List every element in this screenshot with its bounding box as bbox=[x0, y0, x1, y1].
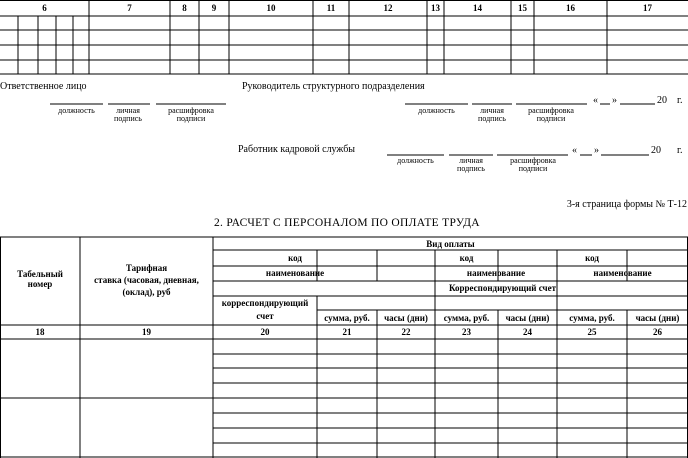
head-title: Руководитель структурного подразделения bbox=[242, 81, 425, 92]
header-name-3: наименование bbox=[593, 268, 652, 278]
responsible-title: Ответственное лицо bbox=[0, 81, 87, 92]
col-number-14: 14 bbox=[473, 3, 482, 13]
col-number-21: 21 bbox=[342, 327, 352, 337]
hr-date-quote-close: » bbox=[594, 145, 599, 156]
col-number-10: 10 bbox=[266, 3, 276, 13]
head-position-caption: должность bbox=[418, 106, 455, 115]
col-number-22: 22 bbox=[401, 327, 411, 337]
col-number-23: 23 bbox=[462, 327, 471, 337]
col-number-11: 11 bbox=[326, 3, 336, 13]
head-date-quote-close: » bbox=[612, 95, 617, 106]
header-name-2: наименование bbox=[466, 268, 526, 278]
col-number-7: 7 bbox=[127, 3, 132, 13]
col-number-25: 25 bbox=[587, 327, 597, 337]
header-sum-2: сумма, руб. bbox=[443, 313, 490, 323]
header-corr-account: Корреспондирующий счет bbox=[448, 283, 557, 293]
header-tariff-line1: Тарифная bbox=[125, 263, 168, 273]
col-number-19: 19 bbox=[142, 327, 151, 337]
hr-decoding-caption: расшифровка подписи bbox=[510, 156, 556, 174]
head-signature-caption: личная подпись bbox=[478, 106, 506, 124]
header-code-2: код bbox=[459, 253, 474, 263]
hr-date-quote-open: « bbox=[572, 145, 577, 156]
header-sum-3: сумма, руб. bbox=[569, 313, 615, 323]
col-number-20: 20 bbox=[260, 327, 270, 337]
responsible-signature-caption: личная подпись bbox=[114, 106, 142, 124]
hr-date-year: 20 bbox=[651, 145, 661, 156]
header-corr-account-split-1: корреспондирующий bbox=[221, 298, 309, 308]
head-date-quote-open: « bbox=[593, 95, 598, 106]
head-decoding-caption: расшифровка подписи bbox=[528, 106, 574, 124]
hr-title: Работник кадровой службы bbox=[238, 144, 356, 155]
header-code-3: код bbox=[585, 253, 599, 263]
hr-date-year-suffix: г. bbox=[677, 145, 683, 156]
head-date-year-suffix: г. bbox=[677, 95, 683, 106]
col-number-17: 17 bbox=[643, 3, 652, 13]
col-number-13: 13 bbox=[431, 3, 440, 13]
header-pay-type: Вид оплаты bbox=[426, 239, 475, 249]
header-hours-2: часы (дни) bbox=[505, 313, 550, 323]
header-hours-1: часы (дни) bbox=[384, 313, 428, 323]
header-corr-account-split-2: счет bbox=[256, 311, 274, 321]
header-tariff-line3: (оклад), руб bbox=[122, 287, 171, 297]
hr-signature-caption: личная подпись bbox=[457, 156, 485, 174]
col-number-9: 9 bbox=[211, 3, 217, 13]
responsible-decoding-caption: расшифровка подписи bbox=[168, 106, 214, 124]
section-title: 2. РАСЧЕТ С ПЕРСОНАЛОМ ПО ОПЛАТЕ ТРУДА bbox=[214, 217, 480, 229]
hr-position-caption: должность bbox=[397, 156, 434, 165]
col-number-12: 12 bbox=[383, 3, 393, 13]
head-date-year: 20 bbox=[657, 95, 667, 106]
header-tariff-line2: ставка (часовая, дневная, bbox=[94, 275, 199, 285]
col-number-16: 16 bbox=[566, 3, 575, 13]
header-sum-1: сумма, руб. bbox=[324, 313, 370, 323]
header-code-1: код bbox=[288, 253, 302, 263]
col-number-18: 18 bbox=[35, 327, 45, 337]
header-name-1: наименование bbox=[265, 268, 325, 278]
col-number-15: 15 bbox=[518, 3, 527, 13]
col-number-8: 8 bbox=[182, 3, 187, 13]
col-number-24: 24 bbox=[523, 327, 532, 337]
responsible-position-caption: должность bbox=[58, 106, 95, 115]
header-hours-3: часы (дни) bbox=[635, 313, 680, 323]
header-tab-number: Табельный номер bbox=[17, 269, 63, 290]
col-number-26: 26 bbox=[653, 327, 662, 337]
col-number-6: 6 bbox=[42, 3, 47, 13]
page-note: 3-я страница формы № Т-12 bbox=[566, 199, 687, 210]
